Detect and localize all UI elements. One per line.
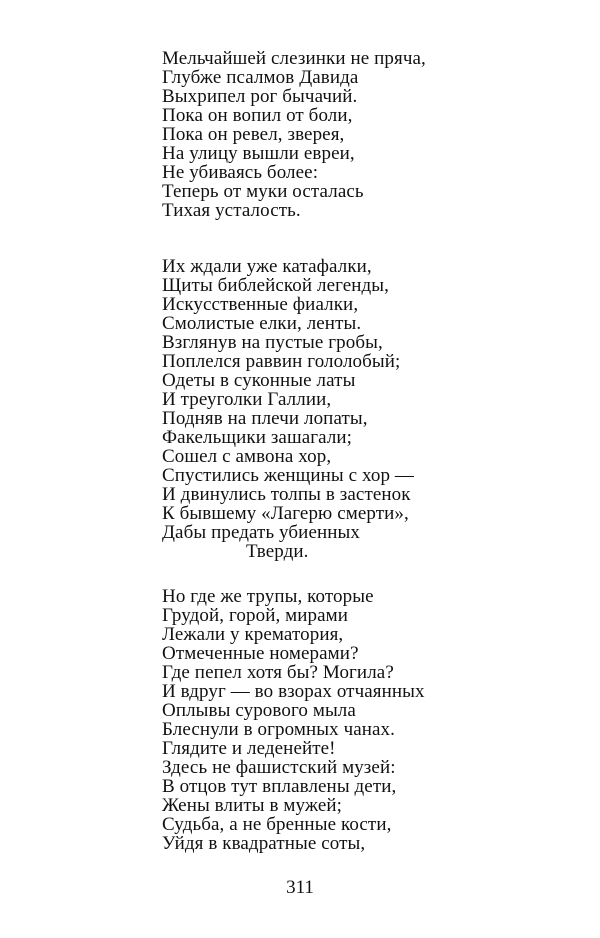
poem-line: Где пепел хотя бы? Могила? <box>162 662 394 683</box>
poem-line: Жены влиты в мужей; <box>162 795 343 816</box>
poem-line: Пока он вопил от боли, <box>162 105 353 126</box>
poem-line: Смолистые елки, ленты. <box>162 313 362 334</box>
stanza-3 <box>162 587 425 853</box>
poem-line: Сошел с амвона хор, <box>162 446 332 467</box>
stanza-1 <box>162 49 426 220</box>
poem-line: Лежали у крематория, <box>162 624 344 645</box>
poem-line: К бывшему «Лагерю смерти», <box>162 503 409 524</box>
poem-line: Взглянув на пустые гробы, <box>162 332 383 353</box>
poem-line-indented: Тверди. <box>246 541 309 562</box>
poem-line: Дабы предать убиенных <box>162 522 360 543</box>
poem-line: Мельчайшей слезинки не пряча, <box>162 48 426 69</box>
poem-line: Тихая усталость. <box>162 200 301 221</box>
poem-line: Глубже псалмов Давида <box>162 67 359 88</box>
poem-line: Щиты библейской легенды, <box>162 275 390 296</box>
stanza-2 <box>162 257 414 561</box>
poem-line: Поплелся раввин гололобый; <box>162 351 401 372</box>
poem-line: Спустились женщины с хор — <box>162 465 415 486</box>
poem-line: Теперь от муки осталась <box>162 181 364 202</box>
poem-line: Судьба, а не бренные кости, <box>162 814 392 835</box>
poem-line: И двинулись толпы в застенок <box>162 484 411 505</box>
poem-line: Блеснули в огромных чанах. <box>162 719 396 740</box>
poem-line: Пока он ревел, зверея, <box>162 124 345 145</box>
poem-line: Грудой, горой, мирами <box>162 605 349 626</box>
poem-line: Их ждали уже катафалки, <box>162 256 372 277</box>
poem-line: Подняв на плечи лопаты, <box>162 408 368 429</box>
poem-line: Глядите и леденейте! <box>162 738 336 759</box>
poem-line: Факельщики зашагали; <box>162 427 353 448</box>
poem-line: Уйдя в квадратные соты, <box>162 833 366 854</box>
poem-line: Но где же трупы, которые <box>162 586 374 607</box>
poem-line: И треуголки Галлии, <box>162 389 332 410</box>
poem-line: Одеты в суконные латы <box>162 370 356 391</box>
poem-line: Здесь не фашистский музей: <box>162 757 396 778</box>
poem-line: И вдруг — во взорах отчаянных <box>162 681 425 702</box>
poem-line: Выхрипел рог бычачий. <box>162 86 358 107</box>
poem-line: В отцов тут вплавлены дети, <box>162 776 397 797</box>
page-number: 311 <box>286 877 314 898</box>
poem-line: Отмеченные номерами? <box>162 643 359 664</box>
poem-line: На улицу вышли евреи, <box>162 143 355 164</box>
poem-line: Не убиваясь более: <box>162 162 319 183</box>
poem-line: Искусственные фиалки, <box>162 294 359 315</box>
poem-line: Оплывы сурового мыла <box>162 700 356 721</box>
